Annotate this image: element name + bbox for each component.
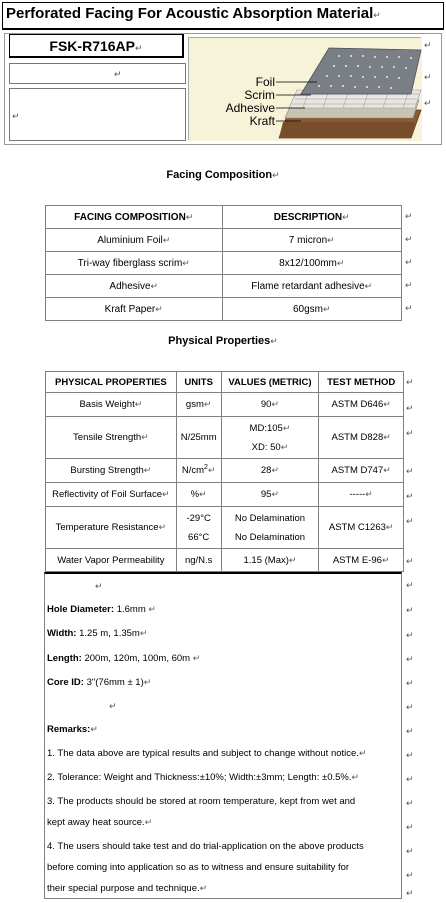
remark-item: 2. Tolerance: Weight and Thickness:±10%; Width:±3mm; Length: ±0.5%.↵ xyxy=(47,772,360,783)
remark-item: 1. The data above are typical results and subject to change without notice.↵ xyxy=(47,748,367,759)
method-cell: ASTM C1263↵ xyxy=(319,507,404,549)
value-cell: 90↵ xyxy=(221,393,319,417)
facing-composition-table xyxy=(45,205,402,321)
unit-cell: %↵ xyxy=(176,483,221,507)
property-cell: Bursting Strength↵ xyxy=(46,459,177,483)
unit-cell: gsm↵ xyxy=(176,393,221,417)
column-header: TEST METHOD xyxy=(319,372,404,393)
description-cell: Flame retardant adhesive↵ xyxy=(222,275,402,298)
property-cell: Basis Weight↵ xyxy=(46,393,177,417)
method-cell: -----↵ xyxy=(319,483,404,507)
description-cell: 7 micron↵ xyxy=(222,229,402,252)
column-header: DESCRIPTION↵ xyxy=(222,206,402,229)
width-line: Width: 1.25 m, 1.35m↵ xyxy=(47,628,148,639)
property-cell: Reflectivity of Foil Surface↵ xyxy=(46,483,177,507)
composition-cell: Aluminium Foil↵ xyxy=(46,229,223,252)
method-cell: ASTM D646↵ xyxy=(319,393,404,417)
model-number: FSK-R716AP↵ xyxy=(9,34,184,58)
table-row xyxy=(46,483,404,507)
layer-label-kraft: Kraft xyxy=(249,114,275,128)
table-row xyxy=(46,252,402,275)
value-cell: 1.15 (Max)↵ xyxy=(221,549,319,572)
unit-cell: $N/cm^2↵$ xyxy=(176,459,221,483)
value-cell: 95↵ xyxy=(221,483,319,507)
layer-label-scrim: Scrim xyxy=(244,88,275,102)
table-header-row xyxy=(46,372,404,393)
info-box: ↵ xyxy=(9,63,186,84)
unit-cell: -29°C 66°C xyxy=(176,507,221,549)
property-cell: Water Vapor Permeability xyxy=(46,549,177,572)
description-cell: 8x12/100mm↵ xyxy=(222,252,402,275)
table-row xyxy=(46,275,402,298)
core-id-line: Core ID: 3"(76mm ± 1)↵ xyxy=(47,677,152,688)
value-cell: No Delamination No Delamination xyxy=(221,507,319,549)
remarks-label: Remarks:↵ xyxy=(47,724,98,735)
physical-properties-heading: Physical Properties↵ xyxy=(168,335,278,347)
layer-label-adhesive: Adhesive xyxy=(225,101,275,115)
info-box: ↵ xyxy=(9,88,186,141)
table-row xyxy=(46,417,404,459)
composition-cell: Tri-way fiberglass scrim↵ xyxy=(46,252,223,275)
description-cell: 60gsm↵ xyxy=(222,298,402,321)
column-header: PHYSICAL PROPERTIES xyxy=(46,372,177,393)
remark-item-continued: their special purpose and technique.↵ xyxy=(47,883,208,894)
property-cell: Temperature Resistance↵ xyxy=(46,507,177,549)
remark-item: 4. The users should take test and do trial-application on the above products xyxy=(47,841,364,852)
composition-cell: Adhesive↵ xyxy=(46,275,223,298)
specs-remarks-box: ↵ Hole Diameter: 1.6mm ↵ Width: 1.25 m, 1.35m↵ Length: 200m, 120m, 100m, 60m ↵ Core ID: 3"(76mm ± 1)↵ ↵ Remarks:↵ 1. The data above are typical results and subject to change without notice.↵ 2. Tolerance: Weight and Thickness:±10%; Width:±3mm; Length: ±0.5%.↵ 3. The products should be stored at room temperature, kept from wet and kept away heat source.↵ 4. The users should take test and do trial-application on the above products before coming into application so as to witness and ensure suitability for their special purpose and technique.↵ xyxy=(44,572,402,899)
method-cell: ASTM D747↵ xyxy=(319,459,404,483)
table-row xyxy=(46,393,404,417)
column-header: FACING COMPOSITION↵ xyxy=(46,206,223,229)
unit-cell: N/25mm xyxy=(176,417,221,459)
table-header-row xyxy=(46,206,402,229)
value-cell: MD:105↵ XD: 50↵ xyxy=(221,417,319,459)
table-row xyxy=(46,549,404,572)
page-title: Perforated Facing For Acoustic Absorption Material↵ xyxy=(6,5,381,22)
table-row xyxy=(46,507,404,549)
value-cell: 28↵ xyxy=(221,459,319,483)
remark-item-continued: kept away heat source.↵ xyxy=(47,817,153,828)
table-row xyxy=(46,229,402,252)
hole-diameter-line: Hole Diameter: 1.6mm ↵ xyxy=(47,604,156,615)
physical-properties-table xyxy=(45,371,404,572)
remark-item-continued: before coming into application so as to witness and ensure suitability for xyxy=(47,862,350,873)
facing-composition-heading: Facing Composition↵ xyxy=(166,169,280,181)
table-row xyxy=(46,298,402,321)
property-cell: Tensile Strength↵ xyxy=(46,417,177,459)
composition-cell: Kraft Paper↵ xyxy=(46,298,223,321)
method-cell: ASTM E-96↵ xyxy=(319,549,404,572)
method-cell: ASTM D828↵ xyxy=(319,417,404,459)
layer-diagram-svg xyxy=(189,38,422,141)
remark-item: 3. The products should be stored at room temperature, kept from wet and xyxy=(47,796,356,807)
column-header: UNITS xyxy=(176,372,221,393)
layer-structure-diagram xyxy=(188,37,421,140)
column-header: VALUES (METRIC) xyxy=(221,372,319,393)
table-row xyxy=(46,459,404,483)
layer-label-foil: Foil xyxy=(255,75,275,89)
length-line: Length: 200m, 120m, 100m, 60m ↵ xyxy=(47,653,201,664)
unit-cell: ng/N.s xyxy=(176,549,221,572)
